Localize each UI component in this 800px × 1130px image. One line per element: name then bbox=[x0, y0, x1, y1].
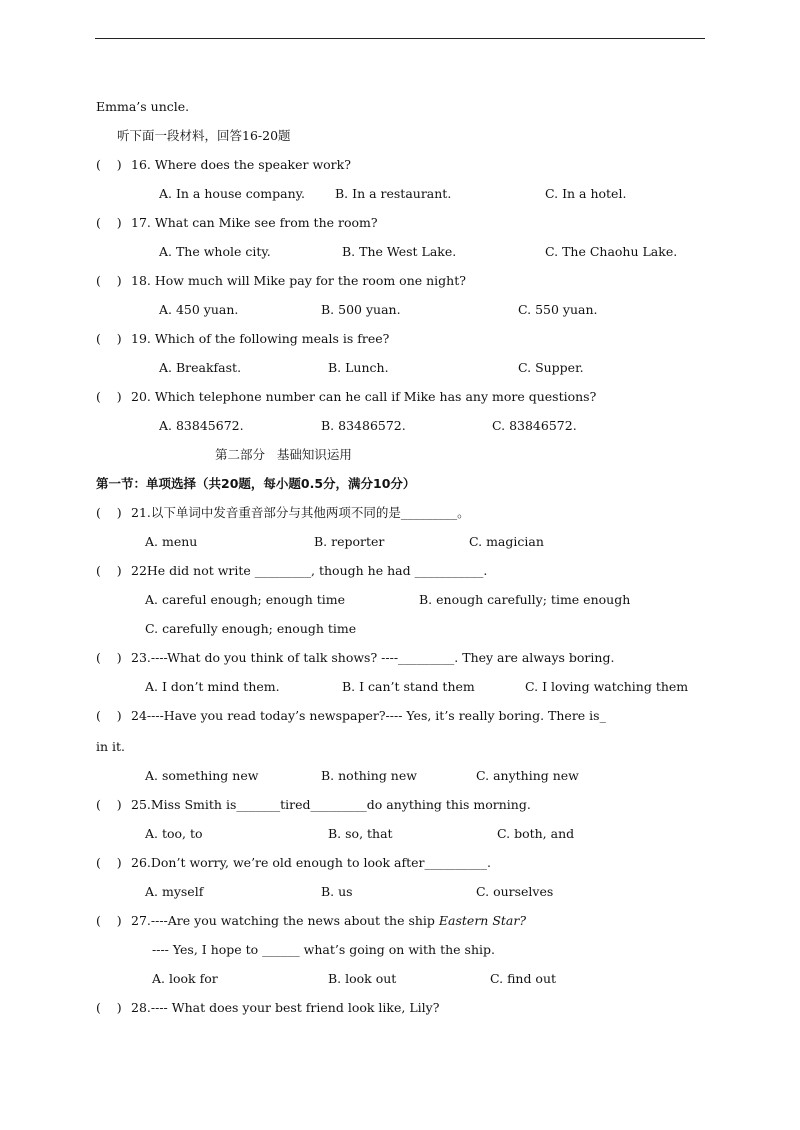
q25-option-a: A. too, to bbox=[145, 826, 203, 841]
answer-blank-27[interactable]: ( ) bbox=[96, 913, 122, 928]
question-16-stem: 16. Where does the speaker work? bbox=[131, 157, 351, 172]
q22-option-a: A. careful enough; enough time bbox=[145, 592, 346, 607]
header-rule bbox=[95, 38, 705, 39]
answer-blank-21[interactable]: ( ) bbox=[96, 505, 122, 520]
answer-blank-26[interactable]: ( ) bbox=[96, 855, 122, 870]
q26-option-a: A. myself bbox=[145, 884, 204, 899]
q25-option-c: C. both, and bbox=[497, 826, 575, 841]
q27-option-a: A. look for bbox=[152, 971, 218, 986]
q19-option-c: C. Supper. bbox=[518, 360, 584, 375]
q24-option-b: B. nothing new bbox=[321, 768, 417, 783]
q23-option-c: C. I loving watching them bbox=[525, 679, 689, 694]
q17-option-b: B. The West Lake. bbox=[342, 244, 457, 259]
q27-option-c: C. find out bbox=[490, 971, 557, 986]
q18-option-a: A. 450 yuan. bbox=[159, 302, 239, 317]
question-18-stem: 18. How much will Mike pay for the room one night? bbox=[131, 273, 466, 288]
q20-option-b: B. 83486572. bbox=[321, 418, 406, 433]
q16-option-b: B. In a restaurant. bbox=[335, 186, 452, 201]
question-24-stem: 24----Have you read today’s newspaper?---- Yes, it’s really boring. There is_ bbox=[131, 708, 606, 723]
q16-option-a: A. In a house company. bbox=[159, 186, 306, 201]
q25-option-b: B. so, that bbox=[328, 826, 393, 841]
part-title: 第二部分 基础知识运用 bbox=[215, 447, 352, 462]
q23-option-b: B. I can’t stand them bbox=[342, 679, 475, 694]
answer-blank-28[interactable]: ( ) bbox=[96, 1000, 122, 1015]
question-26-stem: 26.Don’t worry, we’re old enough to look after__________. bbox=[131, 855, 492, 870]
q26-option-b: B. us bbox=[321, 884, 353, 899]
q24-option-a: A. something new bbox=[145, 768, 259, 783]
question-24-stem-cont: in it. bbox=[96, 739, 126, 754]
answer-blank-23[interactable]: ( ) bbox=[96, 650, 122, 665]
question-19-stem: 19. Which of the following meals is free? bbox=[131, 331, 390, 346]
ship-name: Eastern Star? bbox=[438, 913, 527, 928]
q19-option-a: A. Breakfast. bbox=[159, 360, 242, 375]
question-25-stem: 25.Miss Smith is_______tired_________do anything this morning. bbox=[131, 797, 531, 812]
answer-blank-16[interactable]: ( ) bbox=[96, 157, 122, 172]
question-28-stem: 28.---- What does your best friend look like, Lily? bbox=[131, 1000, 440, 1015]
question-27-reply: ---- Yes, I hope to ______ what’s going on with the ship. bbox=[152, 942, 495, 957]
q20-option-c: C. 83846572. bbox=[492, 418, 577, 433]
q18-option-c: C. 550 yuan. bbox=[518, 302, 598, 317]
question-27-stem-text: 27.----Are you watching the news about the ship bbox=[131, 913, 439, 928]
q21-option-a: A. menu bbox=[145, 534, 198, 549]
q22-option-c: C. carefully enough; enough time bbox=[145, 621, 357, 636]
q16-option-c: C. In a hotel. bbox=[545, 186, 627, 201]
listening-instruction: 听下面一段材料，回答16-20题 bbox=[117, 128, 291, 143]
answer-blank-18[interactable]: ( ) bbox=[96, 273, 122, 288]
q21-option-c: C. magician bbox=[469, 534, 544, 549]
question-17-stem: 17. What can Mike see from the room? bbox=[131, 215, 378, 230]
q23-option-a: A. I don’t mind them. bbox=[145, 679, 280, 694]
section-title: 第一节：单项选择（共20题，每小题0.5分，满分10分） bbox=[96, 476, 416, 491]
question-21-stem: 21.以下单词中发音重音部分与其他两项不同的是_________。 bbox=[131, 505, 470, 520]
q17-option-a: A. The whole city. bbox=[159, 244, 271, 259]
q21-option-b: B. reporter bbox=[314, 534, 385, 549]
q17-option-c: C. The Chaohu Lake. bbox=[545, 244, 678, 259]
answer-blank-25[interactable]: ( ) bbox=[96, 797, 122, 812]
q19-option-b: B. Lunch. bbox=[328, 360, 389, 375]
q20-option-a: A. 83845672. bbox=[159, 418, 244, 433]
answer-blank-19[interactable]: ( ) bbox=[96, 331, 122, 346]
question-20-stem: 20. Which telephone number can he call if Mike has any more questions? bbox=[131, 389, 597, 404]
q27-option-b: B. look out bbox=[328, 971, 397, 986]
question-27-stem bbox=[131, 913, 526, 929]
intro-tail: Emma’s uncle. bbox=[96, 99, 190, 114]
q18-option-b: B. 500 yuan. bbox=[321, 302, 401, 317]
answer-blank-24[interactable]: ( ) bbox=[96, 708, 122, 723]
q24-option-c: C. anything new bbox=[476, 768, 579, 783]
answer-blank-20[interactable]: ( ) bbox=[96, 389, 122, 404]
question-22-stem: 22He did not write _________, though he had ___________. bbox=[131, 563, 488, 578]
answer-blank-22[interactable]: ( ) bbox=[96, 563, 122, 578]
answer-blank-17[interactable]: ( ) bbox=[96, 215, 122, 230]
question-23-stem: 23.----What do you think of talk shows? ----_________. They are always boring. bbox=[131, 650, 615, 665]
q22-option-b: B. enough carefully; time enough bbox=[419, 592, 631, 607]
q26-option-c: C. ourselves bbox=[476, 884, 554, 899]
